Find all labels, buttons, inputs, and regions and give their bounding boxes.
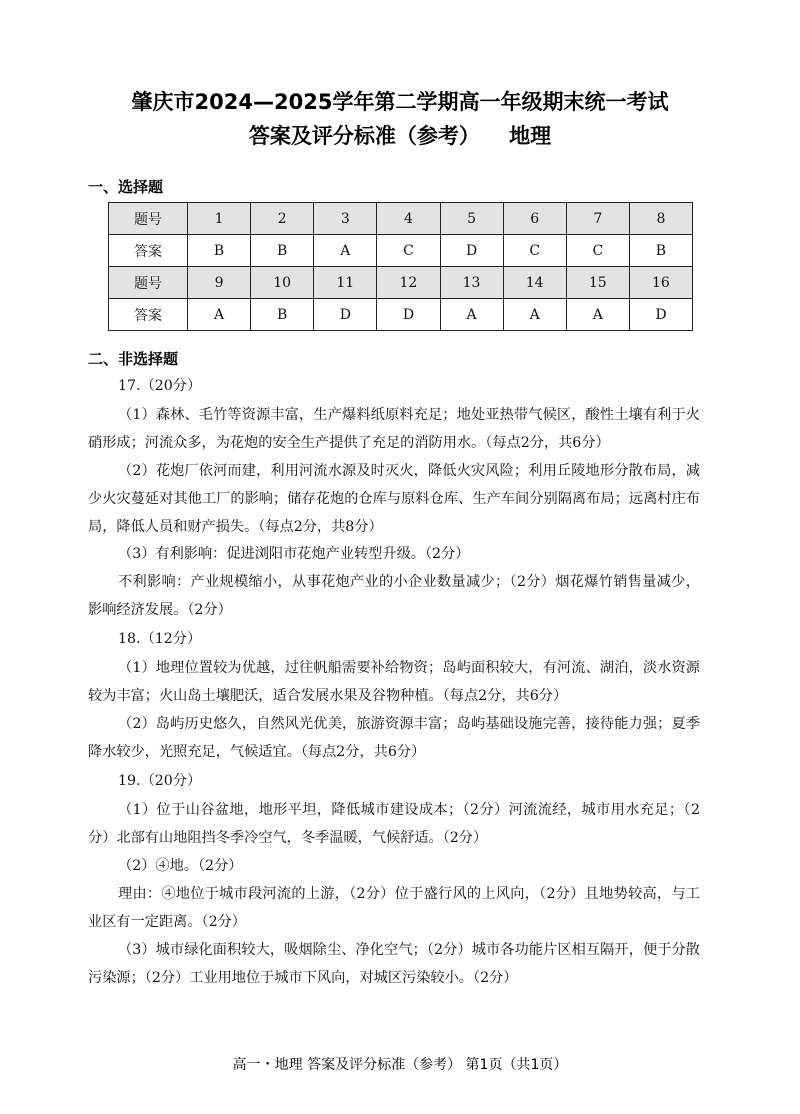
table-row-answers-2 (109, 299, 693, 331)
question-number: 3 (314, 203, 377, 235)
q19-part1: （1）位于山谷盆地，地形平坦，降低城市建设成本；（2分）河流流经，城市用水充足；（2分）北部有山地阻挡冬季冷空气，冬季温暖，气候舒适。（2分） (88, 802, 700, 846)
q17-part3: （3）有利影响：促进浏阳市花炮产业转型升级。（2分） (118, 546, 470, 562)
question-number: 7 (566, 203, 629, 235)
answer-cell: D (314, 299, 377, 331)
answer-cell: A (503, 299, 566, 331)
question-number: 14 (503, 267, 566, 299)
answer-cell: B (629, 235, 692, 267)
row-label-answer: 答案 (109, 235, 188, 267)
question-number: 2 (251, 203, 314, 235)
q18-part2: （2）岛屿历史悠久，自然风光优美，旅游资源丰富；岛屿基础设施完善，接待能力强；夏季降水较少，光照充足，气候适宜。（每点2分，共6分） (88, 716, 700, 760)
question-number: 6 (503, 203, 566, 235)
answer-cell: C (566, 235, 629, 267)
page-footer: 高一・地理 答案及评分标准（参考） 第1页（共1页） (232, 1057, 568, 1073)
answer-cell: D (440, 235, 503, 267)
question-number: 12 (377, 267, 440, 299)
question-number: 16 (629, 267, 692, 299)
q19-part4: （3）城市绿化面积较大，吸烟除尘、净化空气；（2分）城市各功能片区相互隔开，便于分散污染源；（2分）工业用地位于城市下风向，对城区污染较小。（2分） (88, 942, 700, 986)
q19-part2: （2）④地。（2分） (118, 858, 243, 874)
answer-cell: D (629, 299, 692, 331)
section-heading-nonchoice: 二、非选择题 (88, 350, 179, 368)
answer-cell: B (251, 235, 314, 267)
answer-cell: C (503, 235, 566, 267)
q18-title: 18.（12分） (118, 631, 202, 647)
question-number: 5 (440, 203, 503, 235)
q19-title: 19.（20分） (118, 773, 202, 789)
section-heading-choice: 一、选择题 (88, 178, 164, 196)
answer-cell: A (314, 235, 377, 267)
q17-part2: （2）花炮厂依河而建，利用河流水源及时灭火，降低火灾风险；利用丘陵地形分散布局，减少火灾蔓延对其他工厂的影响；储存花炮的仓库与原料仓库、生产车间分别隔离布局；远离村庄布局，降低人员和财产损失。（每点2分，共8分） (88, 463, 700, 535)
answer-cell: D (377, 299, 440, 331)
question-number: 13 (440, 267, 503, 299)
q17-part1: （1）森林、毛竹等资源丰富，生产爆料纸原料充足；地处亚热带气候区，酸性土壤有利于火硝形成；河流众多，为花炮的安全生产提供了充足的消防用水。（每点2分，共6分） (88, 407, 700, 451)
q17-part4: 不利影响：产业规模缩小，从事花炮产业的小企业数量减少；（2分）烟花爆竹销售量减少，影响经济发展。（2分） (88, 574, 700, 618)
q19-part3: 理由：④地位于城市段河流的上游，（2分）位于盛行风的上风向，（2分）且地势较高，与工业区有一定距离。（2分） (88, 886, 700, 930)
question-number: 1 (188, 203, 251, 235)
question-number: 15 (566, 267, 629, 299)
answer-cell: B (188, 235, 251, 267)
question-number: 9 (188, 267, 251, 299)
table-row-answers-1 (109, 235, 693, 267)
q18-part1: （1）地理位置较为优越，过往帆船需要补给物资；岛屿面积较大，有河流、湖泊，淡水资源较为丰富；火山岛土壤肥沃，适合发展水果及谷物种植。（每点2分，共6分） (88, 660, 700, 704)
answer-table (108, 202, 693, 331)
table-row-questions-1 (109, 203, 693, 235)
exam-title: 肇庆市2024—2025学年第二学期高一年级期末统一考试 (131, 90, 669, 114)
row-label-answer: 答案 (109, 299, 188, 331)
question-number: 4 (377, 203, 440, 235)
answer-cell: B (251, 299, 314, 331)
question-number: 10 (251, 267, 314, 299)
row-label-question: 题号 (109, 267, 188, 299)
row-label-question: 题号 (109, 203, 188, 235)
table-row-questions-2 (109, 267, 693, 299)
question-number: 8 (629, 203, 692, 235)
question-number: 11 (314, 267, 377, 299)
answer-cell: C (377, 235, 440, 267)
q17-title: 17.（20分） (118, 378, 202, 394)
exam-subtitle: 答案及评分标准（参考） 地理 (248, 124, 552, 148)
answer-cell: A (188, 299, 251, 331)
answer-cell: A (566, 299, 629, 331)
answer-cell: A (440, 299, 503, 331)
